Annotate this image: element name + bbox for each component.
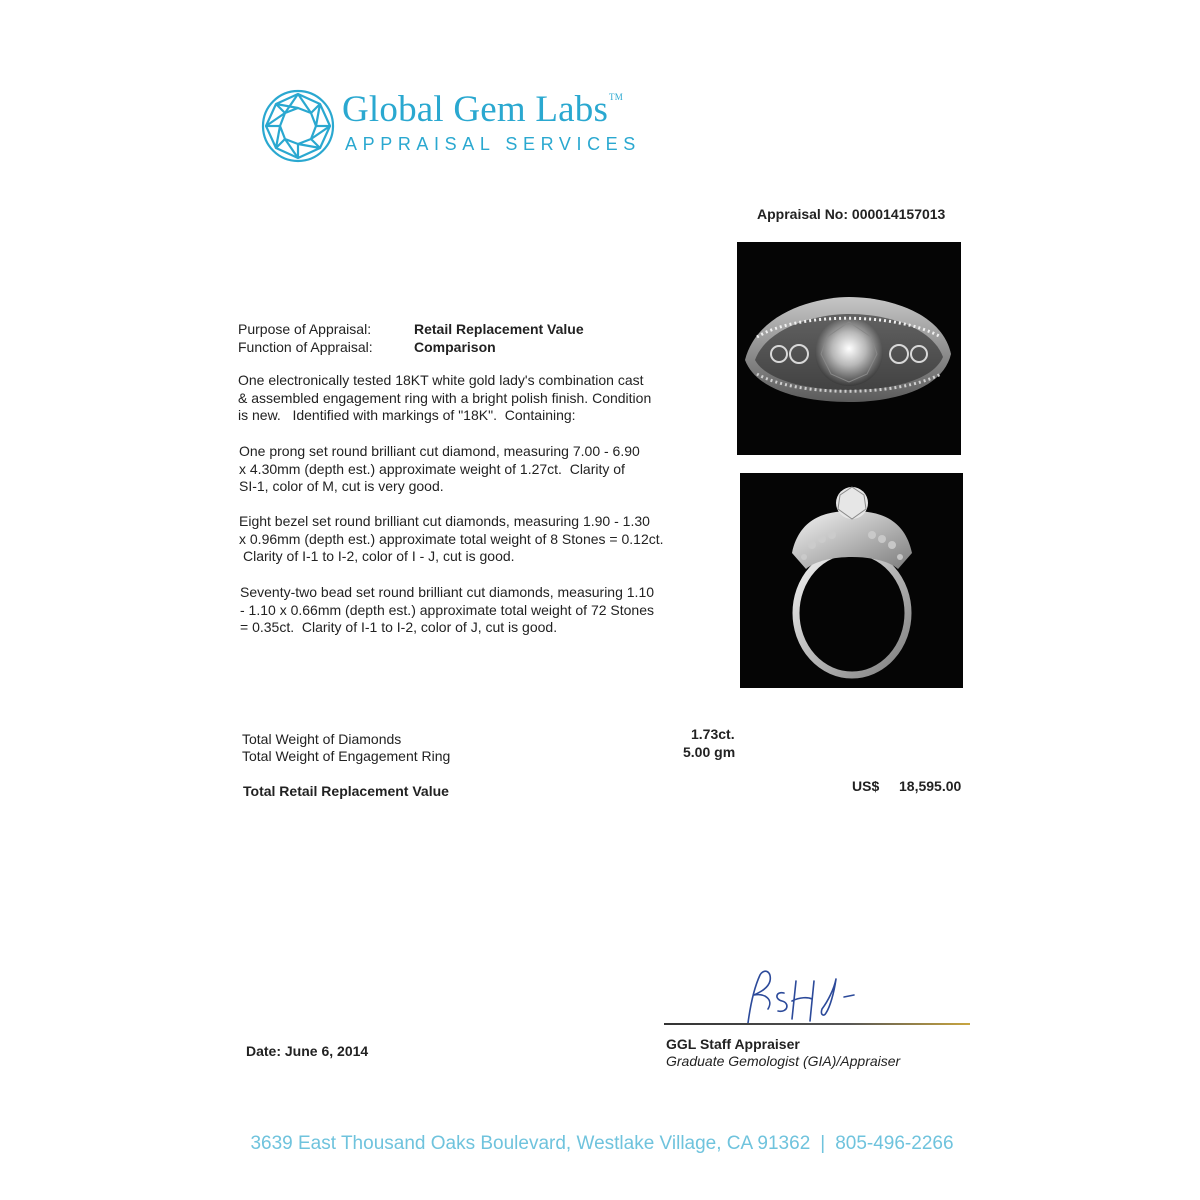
description-line: = 0.35ct. Clarity of I-1 to I-2, color of J, cut is good.: [240, 619, 558, 635]
company-logo: [260, 88, 640, 168]
description-line: Seventy-two bead set round brilliant cut diamonds, measuring 1.10: [240, 584, 655, 600]
ring-side-view-image: [740, 473, 963, 688]
function-label: Function of Appraisal:: [238, 339, 373, 355]
total-ring-weight-value: 5.00 gm: [683, 744, 736, 760]
retail-value-currency: US$: [852, 778, 880, 794]
footer-separator: |: [820, 1133, 826, 1154]
bead-diamonds-paragraph: [240, 584, 710, 637]
gem-logo-icon: [260, 88, 336, 164]
signer-title: Graduate Gemologist (GIA)/Appraiser: [666, 1053, 901, 1069]
ring-description-paragraph: [238, 372, 708, 425]
function-value: Comparison: [414, 339, 496, 355]
total-diamond-weight-label: Total Weight of Diamonds: [242, 731, 402, 747]
signer-name: GGL Staff Appraiser: [666, 1036, 800, 1052]
footer-address: 3639 East Thousand Oaks Boulevard, Westlake Village, CA 91362: [250, 1133, 811, 1154]
total-diamond-weight-value: 1.73ct.: [691, 726, 735, 742]
description-line: SI-1, color of M, cut is very good.: [239, 478, 444, 494]
ring-photo-side-view: [740, 473, 963, 688]
description-line: x 0.96mm (depth est.) approximate total weight of 8 Stones = 0.12ct.: [239, 530, 664, 547]
footer-phone: 805-496-2266: [835, 1133, 954, 1154]
footer-contact: [0, 1133, 1200, 1155]
company-subtitle: APPRAISAL SERVICES: [345, 134, 641, 154]
trademark-mark: TM: [609, 92, 623, 102]
retail-value-amount: 18,595.00: [899, 778, 962, 794]
purpose-label: Purpose of Appraisal:: [238, 321, 372, 337]
purpose-value: Retail Replacement Value: [414, 321, 584, 337]
appraisal-date: Date: June 6, 2014: [246, 1043, 369, 1059]
ring-photo-top-view: [737, 242, 961, 455]
description-line: - 1.10 x 0.66mm (depth est.) approximate total weight of 72 Stones: [240, 601, 654, 618]
description-line: & assembled engagement ring with a bright polish finish. Condition: [238, 389, 652, 406]
description-line: Eight bezel set round brilliant cut diamonds, measuring 1.90 - 1.30: [239, 513, 650, 529]
ring-top-view-image: [737, 242, 961, 455]
retail-value-label: Total Retail Replacement Value: [243, 783, 449, 799]
function-of-appraisal: [238, 339, 496, 355]
purpose-of-appraisal: [238, 321, 584, 337]
appraisal-number: Appraisal No: 000014157013: [757, 206, 946, 222]
bezel-diamonds-paragraph: [239, 513, 709, 566]
description-line: is new. Identified with markings of "18K". Containing:: [238, 407, 576, 423]
center-diamond-paragraph: [239, 443, 709, 496]
description-line: One prong set round brilliant cut diamond, measuring 7.00 - 6.90: [239, 443, 640, 459]
description-line: x 4.30mm (depth est.) approximate weight of 1.27ct. Clarity of: [239, 460, 625, 477]
company-name: Global Gem Labs™: [342, 89, 623, 130]
description-line: One electronically tested 18KT white gold lady's combination cast: [238, 372, 644, 388]
description-line: Clarity of I-1 to I-2, color of I - J, cut is good.: [243, 548, 515, 564]
total-ring-weight-label: Total Weight of Engagement Ring: [242, 748, 451, 764]
signature-line: [664, 1023, 970, 1025]
